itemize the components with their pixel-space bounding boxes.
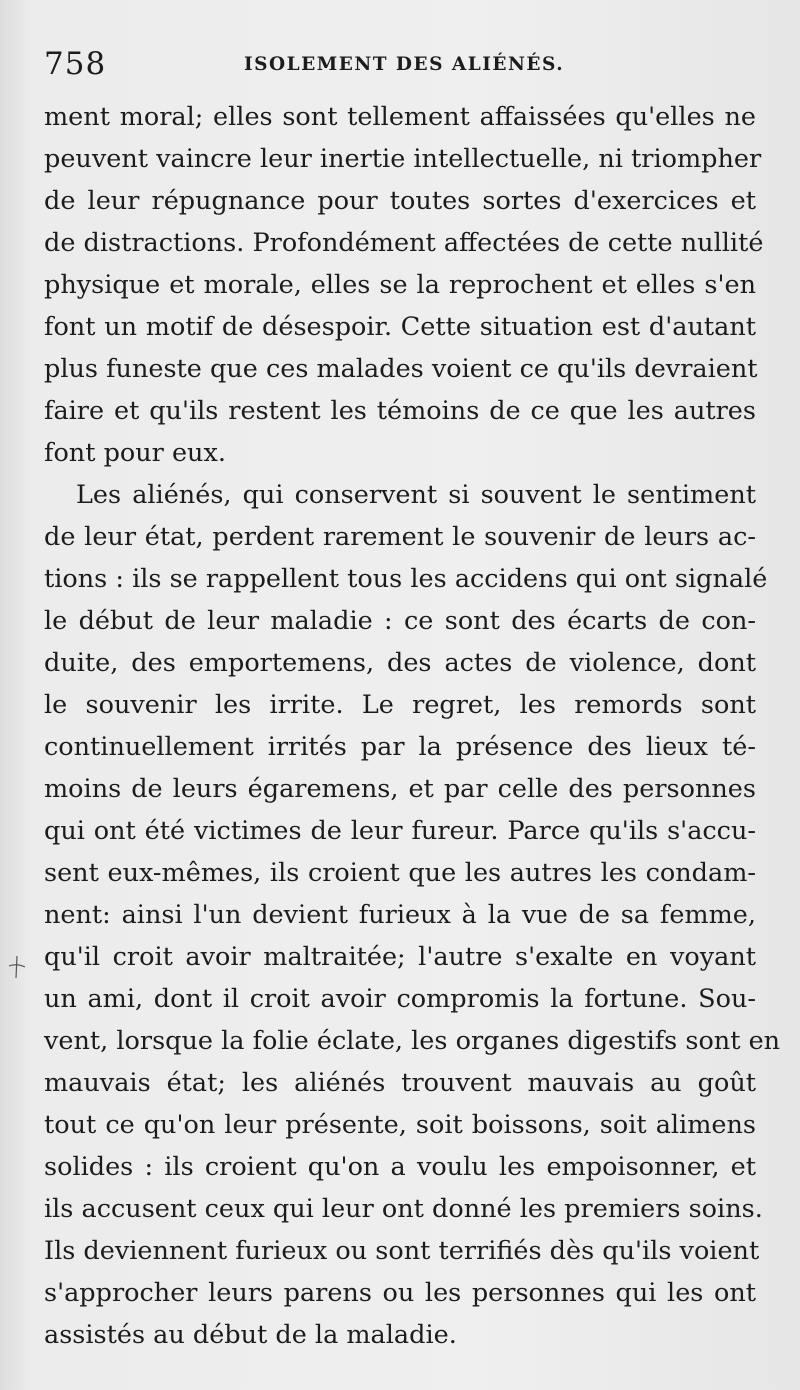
text-line: qui ont été victimes de leur fureur. Parce qu'ils s'accu- [44, 816, 756, 846]
text-line: le début de leur maladie : ce sont des écarts de con- [44, 606, 756, 636]
text-line: de leur répugnance pour toutes sortes d'exercices et [44, 186, 756, 216]
text-line: peuvent vaincre leur inertie intellectuelle, ni triompher [44, 144, 762, 174]
text-line: assistés au début de la maladie. [44, 1320, 457, 1350]
text-line: ment moral; elles sont tellement affaissées qu'elles ne [44, 102, 756, 132]
text-line: vent, lorsque la folie éclate, les organes digestifs sont en [44, 1026, 781, 1056]
text-line: ils accusent ceux qui leur ont donné les premiers soins. [44, 1194, 763, 1224]
text-line: tions : ils se rappellent tous les accidens qui ont signalé [44, 564, 768, 594]
text-line: mauvais état; les aliénés trouvent mauvais au goût [44, 1068, 756, 1098]
page-header [44, 44, 760, 84]
text-line: continuellement irrités par la présence des lieux té- [44, 732, 756, 762]
running-title: ISOLEMENT DES ALIÉNÉS. [244, 54, 565, 75]
body-text [44, 96, 781, 1356]
text-line: nent: ainsi l'un devient furieux à la vue de sa femme, [44, 900, 756, 930]
text-line: duite, des emportemens, des actes de violence, dont [44, 648, 756, 678]
text-line: le souvenir les irrite. Le regret, les remords sont [44, 690, 756, 720]
text-line: qu'il croit avoir maltraitée; l'autre s'exalte en voyant [44, 942, 756, 972]
text-line: s'approcher leurs parens ou les personnes qui les ont [44, 1278, 756, 1308]
text-line: font pour eux. [44, 438, 226, 468]
text-line: Les aliénés, qui conservent si souvent le sentiment [76, 480, 756, 510]
text-line: physique et morale, elles se la reprochent et elles s'en [44, 270, 756, 300]
text-line: de leur état, perdent rarement le souvenir de leurs ac- [44, 522, 756, 552]
text-line: un ami, dont il croit avoir compromis la fortune. Sou- [44, 984, 756, 1014]
text-line: Ils deviennent furieux ou sont terrifiés dès qu'ils voient [44, 1236, 760, 1266]
page-number: 758 [44, 46, 107, 82]
text-line: tout ce qu'on leur présente, soit boissons, soit alimens [44, 1110, 756, 1140]
text-line: faire et qu'ils restent les témoins de ce que les autres [44, 396, 756, 426]
margin-cross-mark-icon [8, 954, 26, 980]
text-line: moins de leurs égaremens, et par celle des personnes [44, 774, 756, 804]
paragraph-1 [44, 96, 764, 474]
text-line: sent eux-mêmes, ils croient que les autres les condam- [44, 858, 756, 888]
text-line: solides : ils croient qu'on a voulu les empoisonner, et [44, 1152, 756, 1182]
text-line: font un motif de désespoir. Cette situation est d'autant [44, 312, 756, 342]
paragraph-2 [44, 474, 781, 1356]
text-line: plus funeste que ces malades voient ce qu'ils devraient [44, 354, 758, 384]
text-line: de distractions. Profondément affectées de cette nullité [44, 228, 764, 258]
